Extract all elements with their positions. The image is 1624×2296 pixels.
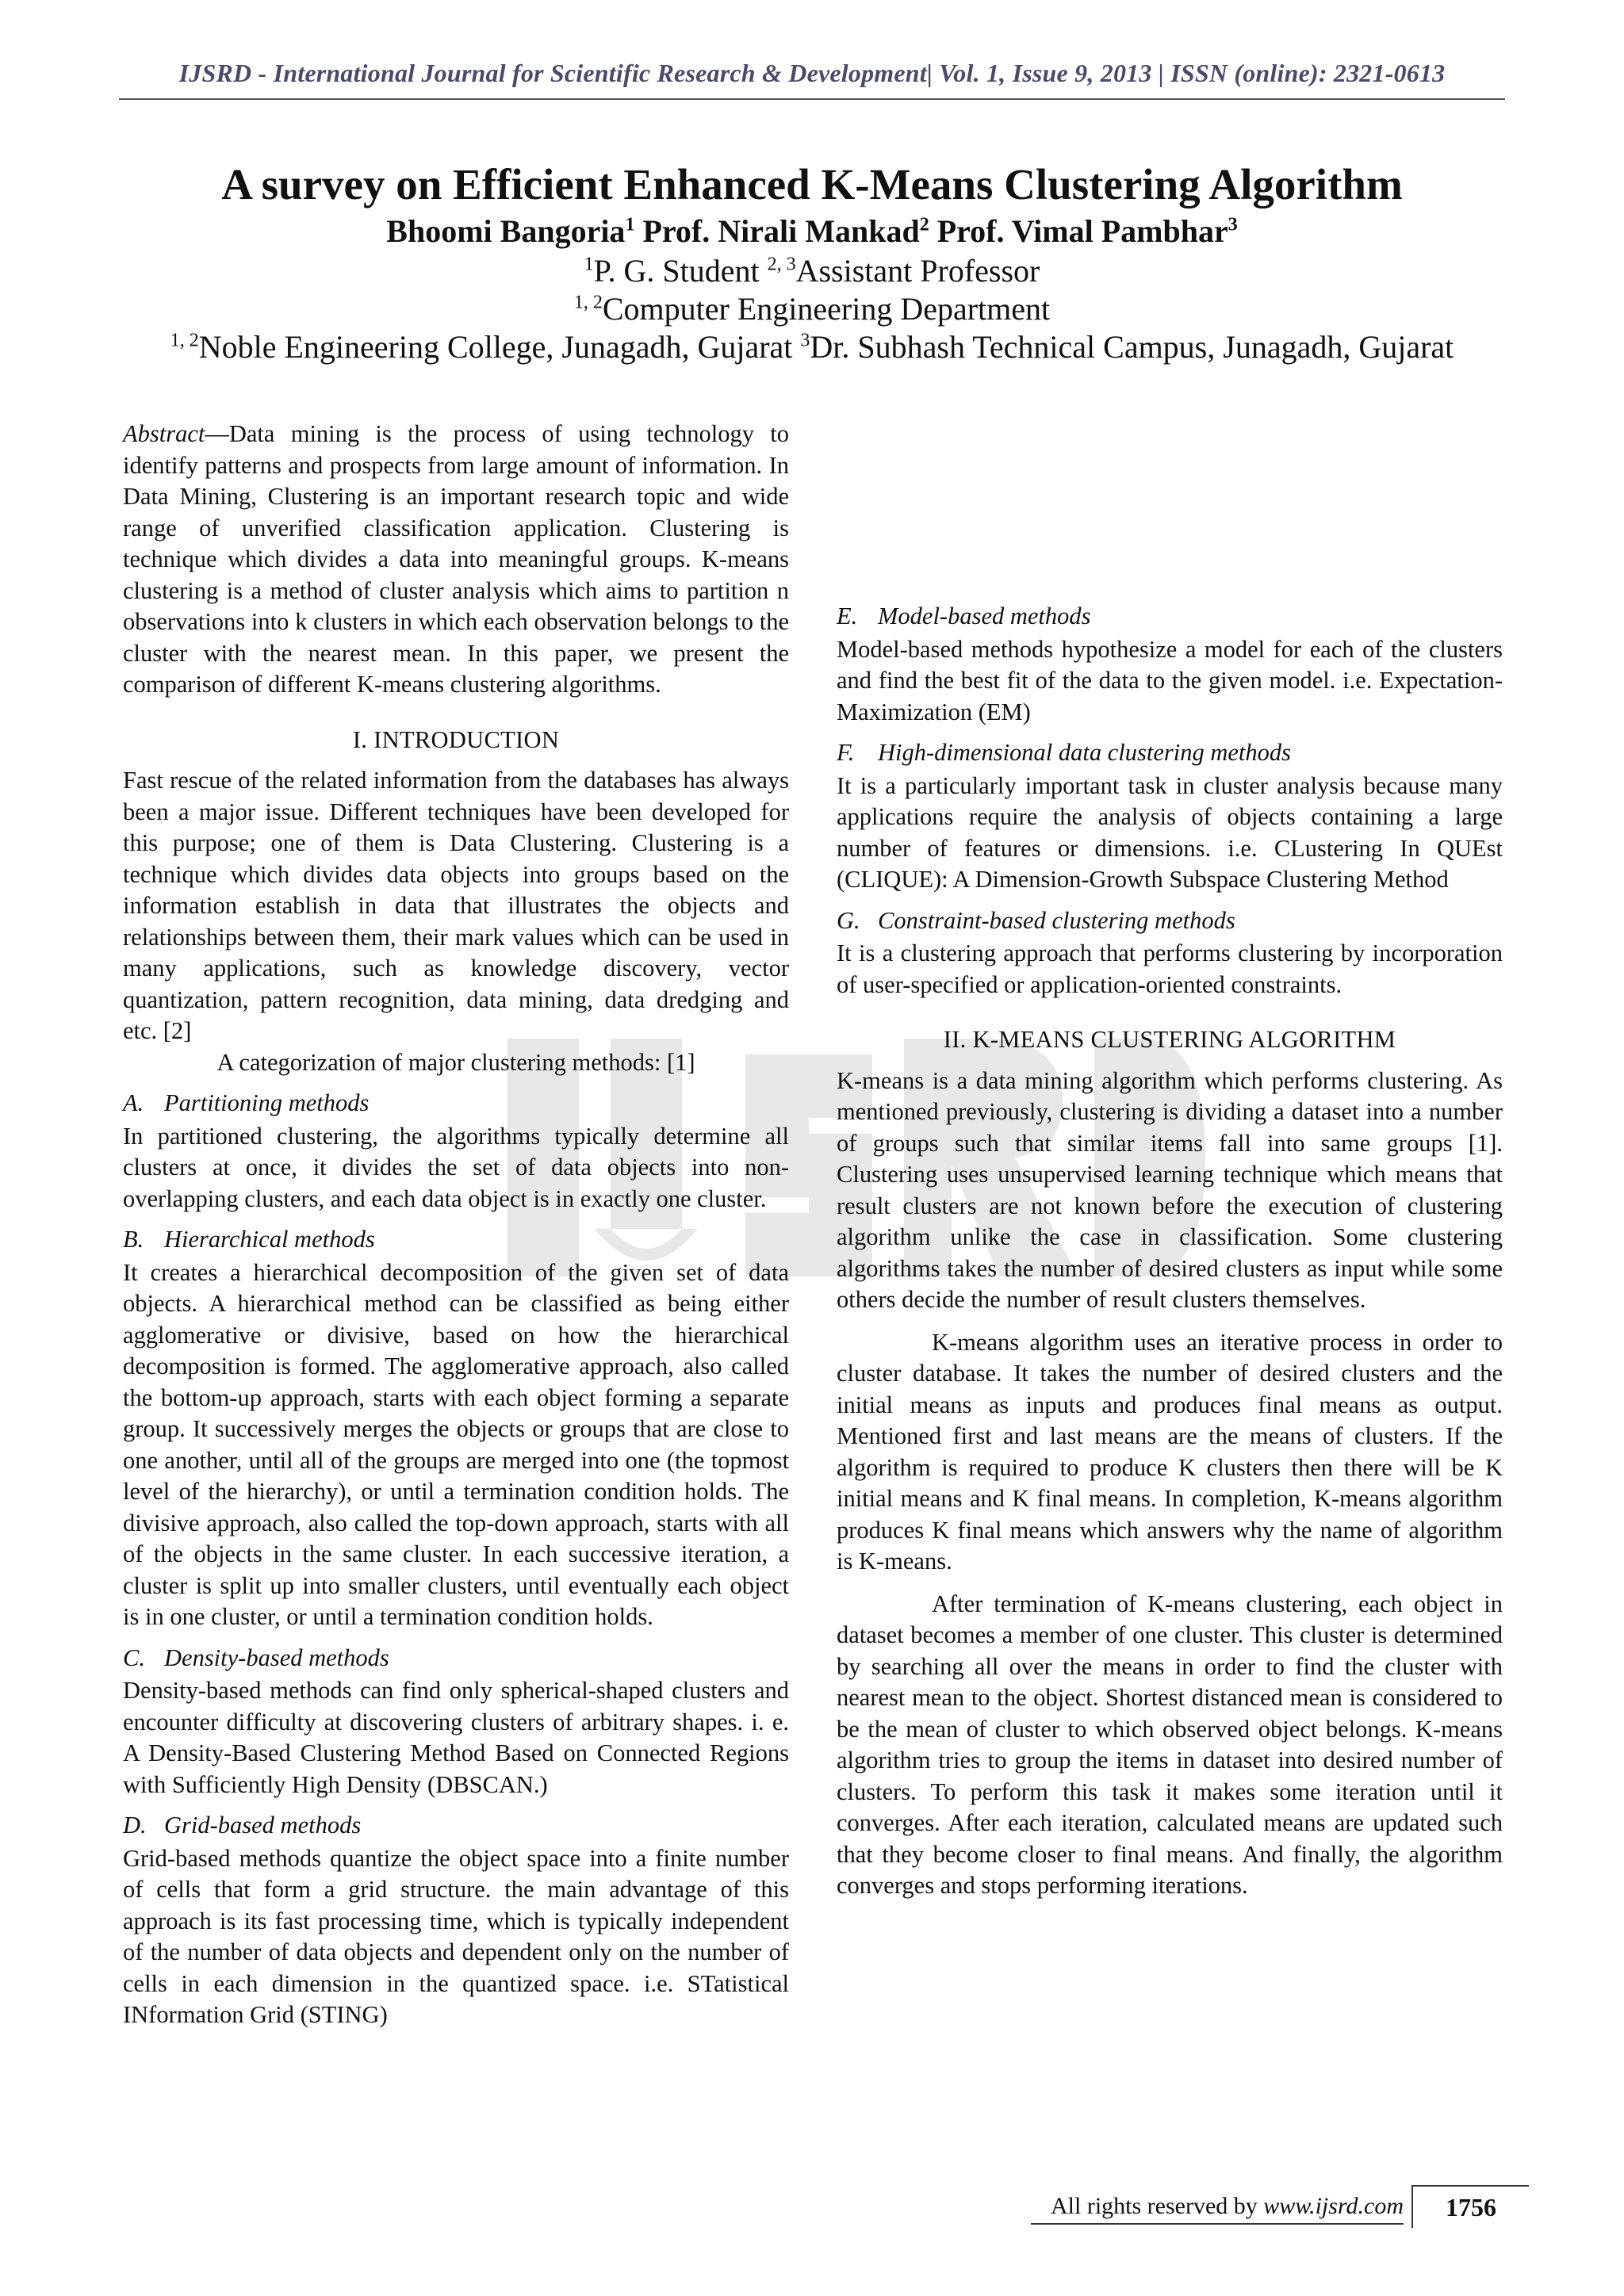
footer-rights-text: All rights reserved by: [1051, 2193, 1258, 2219]
author-list: [119, 211, 1505, 252]
subsection-title: Model-based methods: [878, 603, 1091, 629]
affil-mark: 1: [584, 254, 594, 275]
body-paragraph: Grid-based methods quantize the object space into a finite number of cells that form a grid structure. the main advantage of this approach is its fast processing time, which is typically independent of the number of data objects and dependent only on the number of cells in each dimension in the quantized space. i.e. STatistical INformation Grid (STING): [123, 1844, 789, 2028]
author-name: Prof. Vimal Pambhar: [936, 213, 1228, 249]
affil-text: Computer Engineering Department: [602, 291, 1051, 327]
affil-text: P. G. Student: [593, 253, 760, 289]
subsection-title: Grid-based methods: [164, 1812, 362, 1839]
affil-mark: 1, 2: [573, 292, 603, 313]
right-column: [837, 419, 1503, 1902]
section-heading: II. K-MEANS CLUSTERING ALGORITHM: [943, 1026, 1396, 1053]
title-block: [119, 159, 1505, 366]
affil-mark: 3: [800, 330, 810, 351]
author-name: Prof. Nirali Mankad: [642, 213, 920, 249]
page-number: 1756: [1411, 2185, 1529, 2228]
subsection-letter: D.: [123, 1812, 147, 1839]
journal-site-link[interactable]: www.ijsrd.com: [1263, 2193, 1404, 2219]
subsection-letter: A.: [123, 1089, 144, 1116]
affil-text: Assistant Professor: [795, 253, 1040, 289]
body-paragraph: It is a clustering approach that performs clustering by incorporation of user-specified or application-oriented constraints.: [837, 939, 1503, 998]
page-footer: [1031, 2182, 1538, 2233]
body-paragraph: K-means algorithm uses an iterative process in order to cluster database. It takes the number of desired clusters and the initial means as inputs and produces final means as output. Mentioned first and last means are the means of clusters. If the algorithm is required to produce K clusters then there will be K initial means and K final means. In completion, K-means algorithm produces K final means which answers why the name of algorithm is K-means.: [837, 1328, 1503, 1575]
journal-header: IJSRD - International Journal for Scientific Research & Development| Vol. 1, Issue 9, 2013 | ISSN (online): 2321-0613: [178, 59, 1446, 87]
subsection-letter: C.: [123, 1644, 145, 1671]
subsection-heading: [123, 1643, 789, 1674]
body-paragraph: Model-based methods hypothesize a model for each of the clusters and find the best fit of the data to the given model. i.e. Expectation-Maximization (EM): [837, 635, 1503, 725]
subsection-letter: F.: [837, 739, 855, 766]
body-paragraph: After termination of K-means clustering, each object in dataset becomes a member of one cluster. This cluster is determined by searching all over the means in order to find the cluster with nearest mean to the object. Shortest distanced mean is considered to be the mean of cluster to which observed object belongs. K-means algorithm tries to group the items in dataset into desired number of clusters. To perform this task it makes some iteration until it converges. After each iteration, calculated means are updated such that they become closer to final means. And finally, the algorithm converges and stops performing iterations.: [837, 1590, 1503, 1899]
body-paragraph: In partitioned clustering, the algorithms typically determine all clusters at once, it divides the set of data objects into non-overlapping clusters, and each data object is in exactly one cluster.: [123, 1122, 789, 1212]
body-paragraph: It creates a hierarchical decomposition of the given set of data objects. A hierarchical method can be classified as being either agglomerative or divisive, based on how the hierarchical decomposition is formed. The agglomerative approach, also called the bottom-up approach, starts with each object forming a separate group. It successively merges the objects or groups that are close to one another, until all of the groups are merged into one (the topmost level of the hierarchy), or until a termination condition holds. The divisive approach, also called the top-down approach, starts with all of the objects in the same cluster. In each successive iteration, a cluster is split up into smaller clusters, until eventually each object is in one cluster, or until a termination condition holds.: [123, 1258, 789, 1630]
subsection-title: Hierarchical methods: [164, 1226, 375, 1253]
affil-mark: 1, 2: [170, 330, 199, 351]
subsection-heading: [837, 905, 1503, 937]
subsection-title: High-dimensional data clustering methods: [878, 739, 1292, 766]
subsection-heading: [123, 1810, 789, 1842]
abstract-text: —Data mining is the process of using technology to identify patterns and prospects from large amount of information. In Data Mining, Clustering is an important research topic and wide range of unverified classification application. Clustering is technique which divides a data into meaningful groups. K-means clustering is a method of cluster analysis which aims to partition n observations into k clusters in which each observation belongs to the cluster with the nearest mean. In this paper, we present the comparison of different K-means clustering algorithms.: [123, 420, 789, 698]
body-paragraph: Fast rescue of the related information from the databases has always been a major issue. Different techniques have been developed for this purpose; one of them is Data Clustering. Clustering is a technique which divides data objects into groups based on the information establish in data that illustrates the objects and relationships between them, their mark values which can be used in many applications, such as knowledge discovery, vector quantization, pattern recognition, data mining, data dredging and etc. [2]: [123, 767, 789, 1044]
body-paragraph: Density-based methods can find only spherical-shaped clusters and encounter difficulty at discovering clusters of arbitrary shapes. i. e. A Density-Based Clustering Method Based on Connected Regions with Sufficiently High Density (DBSCAN.): [123, 1677, 789, 1798]
body-paragraph: A categorization of major clustering methods: [1]: [216, 1048, 695, 1076]
subsection-heading: [837, 737, 1503, 769]
body-paragraph: It is a particularly important task in cluster analysis because many applications require the analysis of objects containing a large number of features or dimensions. i.e. CLustering In QUEst (CLIQUE): A Dimension-Growth Subspace Clustering Method: [837, 771, 1503, 893]
affil-mark: 2, 3: [767, 254, 796, 275]
author-mark: 2: [919, 214, 929, 235]
abstract-label: Abstract: [123, 420, 205, 447]
section-heading: I. INTRODUCTION: [352, 725, 560, 753]
affil-text: Dr. Subhash Technical Campus, Junagadh, Gujarat: [810, 329, 1454, 365]
left-column: [123, 419, 789, 2031]
subsection-title: Density-based methods: [164, 1644, 389, 1671]
footer-rule: [1031, 2223, 1404, 2225]
paper-title: A survey on Efficient Enhanced K-Means Clustering Algorithm: [221, 160, 1403, 209]
affiliation-line: [119, 252, 1505, 290]
affiliation-line: [119, 290, 1505, 328]
affil-text: Noble Engineering College, Junagadh, Gujarat: [198, 329, 793, 365]
subsection-letter: E.: [837, 603, 858, 629]
affiliation-line: [119, 328, 1505, 366]
subsection-letter: B.: [123, 1226, 144, 1253]
subsection-heading: [837, 601, 1503, 633]
author-name: Bhoomi Bangoria: [386, 213, 626, 249]
subsection-title: Partitioning methods: [164, 1089, 370, 1116]
body-paragraph: K-means is a data mining algorithm which performs clustering. As mentioned previously, clustering is dividing a dataset into a number of groups such that similar items fall into same groups [1]. Clustering uses unsupervised learning technique which means that result clusters are not known before the execution of clustering algorithm unlike the case in classification. Some clustering algorithms takes the number of desired clusters as input while some others decide the number of result clusters themselves.: [837, 1066, 1503, 1313]
subsection-title: Constraint-based clustering methods: [878, 906, 1235, 934]
author-mark: 1: [625, 214, 635, 235]
footer-rights: [1051, 2193, 1404, 2220]
subsection-heading: [123, 1224, 789, 1256]
author-mark: 3: [1228, 214, 1238, 235]
subsection-letter: G.: [837, 906, 860, 934]
header-rule: [119, 98, 1505, 100]
subsection-heading: [123, 1088, 789, 1119]
abstract: [123, 419, 789, 701]
